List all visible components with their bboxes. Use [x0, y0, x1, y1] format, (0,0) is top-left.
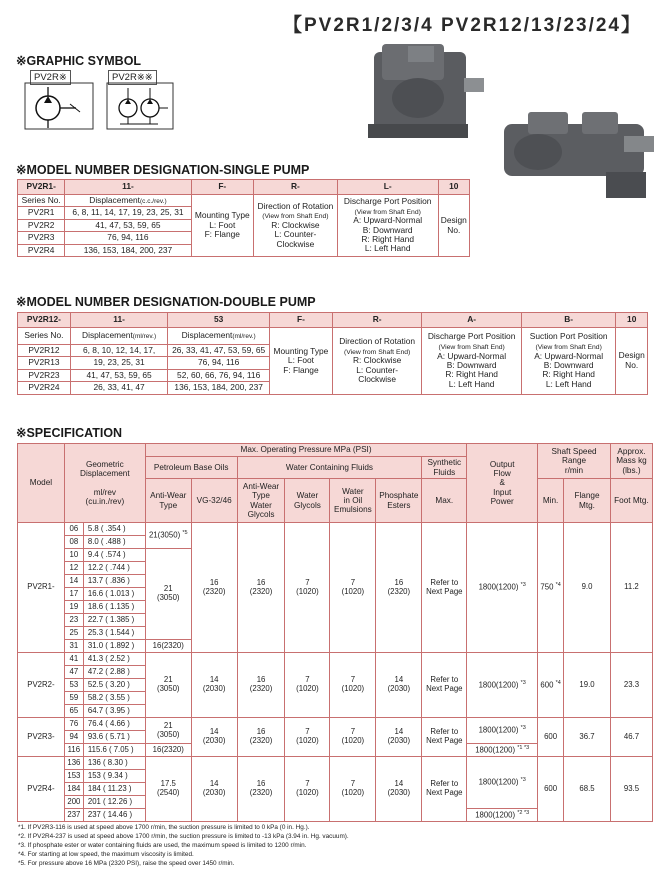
displacement-cell: 201 ( 12.26 ) — [83, 796, 145, 809]
footnotes — [18, 823, 349, 868]
displacement-cell: 16.6 ( 1.013 ) — [83, 588, 145, 601]
flange-mass-cell: 68.5 — [564, 757, 611, 822]
size-code-cell: 237 — [64, 809, 83, 822]
double-pump-photo — [498, 106, 658, 202]
anti-wear-cell: 17.5 (2540) — [145, 757, 191, 822]
output-flow-header: Output Flow & Input Power — [467, 444, 538, 523]
flange-mass-cell: 9.0 — [564, 523, 611, 653]
model-cell: PV2R2- — [18, 653, 65, 718]
table-row-series: PV2R12 — [18, 345, 71, 357]
size-code-cell: 200 — [64, 796, 83, 809]
size-code-cell: 94 — [64, 731, 83, 744]
double-pump-heading: ※MODEL NUMBER DESIGNATION-DOUBLE PUMP — [16, 295, 316, 309]
footnote: *5. For pressure above 16 MPa (2320 PSI), raise the speed over 1450 r/min. — [18, 860, 235, 867]
water-glycol-cell: 7 (1020) — [285, 653, 330, 718]
size-code-cell: 65 — [64, 705, 83, 718]
phosphate-cell: 14 (2030) — [376, 757, 422, 822]
water-glycol-cell: 7 (1020) — [285, 718, 330, 757]
displacement-cell: 115.6 ( 7.05 ) — [83, 744, 145, 757]
table-row-disp: 6, 8, 11, 14, 17, 19, 23, 25, 31 — [65, 207, 191, 219]
footnote: *4. For starting at low speed, the maximum viscosity is limited. — [18, 851, 194, 858]
flange-header: Flange Mtg. — [564, 479, 611, 523]
displacement-cell: 93.6 ( 5.71 ) — [83, 731, 145, 744]
vg-cell: 14 (2030) — [191, 757, 237, 822]
aw-water-glycol-cell: 16 (2320) — [237, 653, 285, 718]
flange-mass-cell: 19.0 — [564, 653, 611, 718]
displacement-cell: 153 ( 9.34 ) — [83, 770, 145, 783]
code-series: PV2R1- — [18, 180, 65, 195]
table-row-disp-rear: 76, 94, 116 — [168, 357, 270, 369]
specification-heading: ※SPECIFICATION — [16, 426, 123, 440]
size-code-cell: 136 — [64, 757, 83, 770]
discharge-cell: Discharge Port Position (View from Shaft End) A: Upward-Normal B: Downward R: Right Hand L: Left Hand — [337, 195, 438, 257]
vg-cell: 16 (2320) — [191, 523, 237, 653]
phosphate-cell: 16 (2320) — [376, 523, 422, 653]
size-code-cell: 76 — [64, 718, 83, 731]
code-discharge: A- — [422, 313, 522, 328]
max-speed-cell: 1800(1200) $^{*3}$ — [467, 653, 538, 718]
water-containing-header: Water Containing Fluids — [237, 457, 422, 479]
size-code-cell: 12 — [64, 562, 83, 575]
displacement-cell: 31.0 ( 1.892 ) — [83, 640, 145, 653]
petroleum-header: Petroleum Base Oils — [145, 457, 237, 479]
mounting-type-cell: Mounting Type L: Foot F: Flange — [191, 195, 254, 257]
series-no-header: Series No. — [18, 328, 71, 345]
water-emulsion-cell: 7 (1020) — [330, 653, 376, 718]
water-glycol-cell: 7 (1020) — [285, 523, 330, 653]
footnote: *2. If PV2R4-237 is used at speed above 1700 r/min, the suction pressure is limited to -13 kPa (3.94 in. Hg. vacuum). — [18, 833, 349, 840]
water-emulsion-cell: 7 (1020) — [330, 757, 376, 822]
anti-wear-cell: 16(2320) — [145, 640, 191, 653]
size-code-cell: 116 — [64, 744, 83, 757]
size-code-cell: 31 — [64, 640, 83, 653]
code-rotation: R- — [332, 313, 421, 328]
displacement-cell: 64.7 ( 3.95 ) — [83, 705, 145, 718]
phosphate-cell: 14 (2030) — [376, 718, 422, 757]
table-row — [18, 757, 653, 770]
mass-header: Approx. Mass kg (lbs.) — [610, 444, 652, 479]
displacement-cell: 8.0 ( .488 ) — [83, 536, 145, 549]
table-row — [18, 718, 653, 731]
rotation-cell: Direction of Rotation (View from Shaft End) R: Clockwise L: Counter- Clockwise — [254, 195, 338, 257]
vg-cell: 14 (2030) — [191, 653, 237, 718]
min-speed-cell: 600 — [538, 757, 564, 822]
min-speed-cell: 750 $^{*4}$ — [538, 523, 564, 653]
single-pump-symbol-icon — [24, 82, 94, 130]
displacement-cell: 136 ( 8.30 ) — [83, 757, 145, 770]
code-mounting: F- — [191, 180, 254, 195]
table-row-series: PV2R4 — [18, 244, 65, 256]
table-row-disp-rear: 136, 153, 184, 200, 237 — [168, 382, 270, 394]
table-row-disp-front: 19, 23, 25, 31 — [70, 357, 168, 369]
mounting-type-cell: Mounting Type L: Foot F: Flange — [269, 328, 332, 395]
size-code-cell: 10 — [64, 549, 83, 562]
foot-mass-cell: 23.3 — [610, 653, 652, 718]
foot-mass-cell: 93.5 — [610, 757, 652, 822]
displacement-cell: 25.3 ( 1.544 ) — [83, 627, 145, 640]
refer-next-page-cell: Refer to Next Page — [422, 718, 467, 757]
vg-cell: 14 (2030) — [191, 718, 237, 757]
foot-mass-cell: 11.2 — [610, 523, 652, 653]
displacement-cell: 9.4 ( .574 ) — [83, 549, 145, 562]
page-title: 【PV2R1/2/3/4 PV2R12/13/23/24】 — [282, 15, 642, 36]
double-pump-symbol-icon — [106, 82, 174, 130]
table-row-series: PV2R1 — [18, 207, 65, 219]
displacement-cell: 5.8 ( .354 ) — [83, 523, 145, 536]
max-speed-cell: 1800(1200) $^{*3}$ — [467, 757, 538, 809]
displacement-cell: 52.5 ( 3.20 ) — [83, 679, 145, 692]
table-row-series: PV2R3 — [18, 232, 65, 244]
footnote: *3. If phosphate ester or water containing fluids are used, the maximum speed is limited to 1200 r/min. — [18, 842, 307, 849]
single-pump-heading: ※MODEL NUMBER DESIGNATION-SINGLE PUMP — [16, 163, 310, 177]
code-design: 10 — [438, 180, 469, 195]
size-code-cell: 59 — [64, 692, 83, 705]
displacement-header-front: Displacement(ml/rev.) — [70, 328, 168, 345]
design-cell: Design No. — [438, 195, 469, 257]
single-symbol-label: PV2R※ — [30, 70, 71, 85]
table-row-disp-front: 41, 47, 53, 59, 65 — [70, 369, 168, 381]
single-pump-photo — [368, 38, 488, 144]
model-cell: PV2R1- — [18, 523, 65, 653]
code-displacement: 11- — [65, 180, 191, 195]
displacement-cell: 237 ( 14.46 ) — [83, 809, 145, 822]
displacement-header-rear: Displacement(ml/rev.) — [168, 328, 270, 345]
rotation-cell: Direction of Rotation (View from Shaft End) R: Clockwise L: Counter- Clockwise — [332, 328, 421, 395]
size-code-cell: 184 — [64, 783, 83, 796]
water-emulsion-header: Water in Oil Emulsions — [330, 479, 376, 523]
anti-wear-cell: 21 (3050) — [145, 718, 191, 744]
design-cell: Design No. — [616, 328, 648, 395]
single-pump-table — [17, 179, 470, 257]
size-code-cell: 41 — [64, 653, 83, 666]
series-no-header: Series No. — [18, 195, 65, 207]
aw-water-glycol-cell: 16 (2320) — [237, 523, 285, 653]
double-pump-table — [17, 312, 648, 395]
graphic-symbol-heading: ※GRAPHIC SYMBOL — [16, 54, 142, 68]
anti-wear-cell: 21 (3050) — [145, 549, 191, 640]
table-row-disp: 76, 94, 116 — [65, 232, 191, 244]
foot-header: Foot Mtg. — [610, 479, 652, 523]
displacement-cell: 58.2 ( 3.55 ) — [83, 692, 145, 705]
model-cell: PV2R3- — [18, 718, 65, 757]
aw-water-glycol-header: Anti-Wear Type Water Glycols — [237, 479, 285, 523]
double-symbol-label: PV2R※※ — [108, 70, 157, 85]
displacement-header: Displacement(c.c./rev.) — [65, 195, 191, 207]
water-glycol-cell: 7 (1020) — [285, 757, 330, 822]
displacement-cell: 12.2 ( .744 ) — [83, 562, 145, 575]
code-mounting: F- — [269, 313, 332, 328]
anti-wear-cell: 21 (3050) — [145, 653, 191, 718]
anti-wear-header: Anti-Wear Type — [145, 479, 191, 523]
size-code-cell: 06 — [64, 523, 83, 536]
size-code-cell: 25 — [64, 627, 83, 640]
size-code-cell: 23 — [64, 614, 83, 627]
table-row — [18, 523, 653, 536]
water-emulsion-cell: 7 (1020) — [330, 718, 376, 757]
discharge-cell: Discharge Port Position (View from Shaft End) A: Upward-Normal B: Downward R: Right Hand L: Left Hand — [422, 328, 522, 395]
table-row-series: PV2R2 — [18, 219, 65, 231]
aw-water-glycol-cell: 16 (2320) — [237, 757, 285, 822]
table-row-series: PV2R23 — [18, 369, 71, 381]
code-rotation: R- — [254, 180, 338, 195]
displacement-cell: 41.3 ( 2.52 ) — [83, 653, 145, 666]
table-row-disp-rear: 26, 33, 41, 47, 53, 59, 65 — [168, 345, 270, 357]
table-row-disp-front: 6, 8, 10, 12, 14, 17, — [70, 345, 168, 357]
table-row-series: PV2R24 — [18, 382, 71, 394]
size-code-cell: 19 — [64, 601, 83, 614]
size-code-cell: 08 — [64, 536, 83, 549]
max-pressure-header: Max. Operating Pressure MPa (PSI) — [145, 444, 466, 457]
size-code-cell: 14 — [64, 575, 83, 588]
anti-wear-cell: 21(3050) $^{*5}$ — [145, 523, 191, 549]
size-code-cell: 53 — [64, 679, 83, 692]
table-row-disp: 41, 47, 53, 59, 65 — [65, 219, 191, 231]
size-code-cell: 17 — [64, 588, 83, 601]
phosphate-cell: 14 (2030) — [376, 653, 422, 718]
flange-mass-cell: 36.7 — [564, 718, 611, 757]
displacement-cell: 22.7 ( 1.385 ) — [83, 614, 145, 627]
table-row-disp-rear: 52, 60, 66, 76, 94, 116 — [168, 369, 270, 381]
refer-next-page-cell: Refer to Next Page — [422, 653, 467, 718]
anti-wear-cell: 16(2320) — [145, 744, 191, 757]
min-speed-cell: 600 $^{*4}$ — [538, 653, 564, 718]
code-displacement-front: 11- — [70, 313, 168, 328]
vg-header: VG-32/46 — [191, 479, 237, 523]
max-speed-cell: 1800(1200) $^{*3}$ — [467, 523, 538, 653]
aw-water-glycol-cell: 16 (2320) — [237, 718, 285, 757]
code-discharge: L- — [337, 180, 438, 195]
displacement-cell: 18.6 ( 1.135 ) — [83, 601, 145, 614]
max-speed-cell: 1800(1200) $^{*2 *3}$ — [467, 809, 538, 822]
foot-mass-cell: 46.7 — [610, 718, 652, 757]
suction-cell: Suction Port Position (View from Shaft End) A: Upward-Normal B: Downward R: Right Hand L: Left Hand — [521, 328, 615, 395]
displacement-cell: 184 ( 11.23 ) — [83, 783, 145, 796]
code-series: PV2R12- — [18, 313, 71, 328]
synthetic-header: Synthetic Fluids — [422, 457, 467, 479]
min-speed-cell: 600 — [538, 718, 564, 757]
max-speed-header: Max. — [422, 479, 467, 523]
displacement-cell: 76.4 ( 4.66 ) — [83, 718, 145, 731]
code-suction: B- — [521, 313, 615, 328]
max-speed-cell: 1800(1200) $^{*1 *3}$ — [467, 744, 538, 757]
code-displacement-rear: 53 — [168, 313, 270, 328]
code-design: 10 — [616, 313, 648, 328]
table-row-disp: 136, 153, 184, 200, 237 — [65, 244, 191, 256]
footnote: *1. If PV2R3-116 is used at speed above 1700 r/min, the suction pressure is limited to 0 kPa (0 in. Hg.). — [18, 824, 310, 831]
table-row-series: PV2R13 — [18, 357, 71, 369]
specification-table — [17, 443, 653, 822]
shaft-speed-header: Shaft Speed Range r/min — [538, 444, 611, 479]
displacement-cell: 47.2 ( 2.88 ) — [83, 666, 145, 679]
refer-next-page-cell: Refer to Next Page — [422, 757, 467, 822]
table-row-disp-front: 26, 33, 41, 47 — [70, 382, 168, 394]
water-glycol-header: Water Glycols — [285, 479, 330, 523]
table-row — [18, 653, 653, 666]
phosphate-header: Phosphate Esters — [376, 479, 422, 523]
displacement-cell: 13.7 ( .836 ) — [83, 575, 145, 588]
size-code-cell: 47 — [64, 666, 83, 679]
model-cell: PV2R4- — [18, 757, 65, 822]
geo-displacement-header: Geometric Displacement ml/rev (cu.in./rev) — [64, 444, 145, 523]
refer-next-page-cell: Refer to Next Page — [422, 523, 467, 653]
water-emulsion-cell: 7 (1020) — [330, 523, 376, 653]
max-speed-cell: 1800(1200) $^{*3}$ — [467, 718, 538, 744]
min-speed-header: Min. — [538, 479, 564, 523]
size-code-cell: 153 — [64, 770, 83, 783]
model-header: Model — [18, 444, 65, 523]
